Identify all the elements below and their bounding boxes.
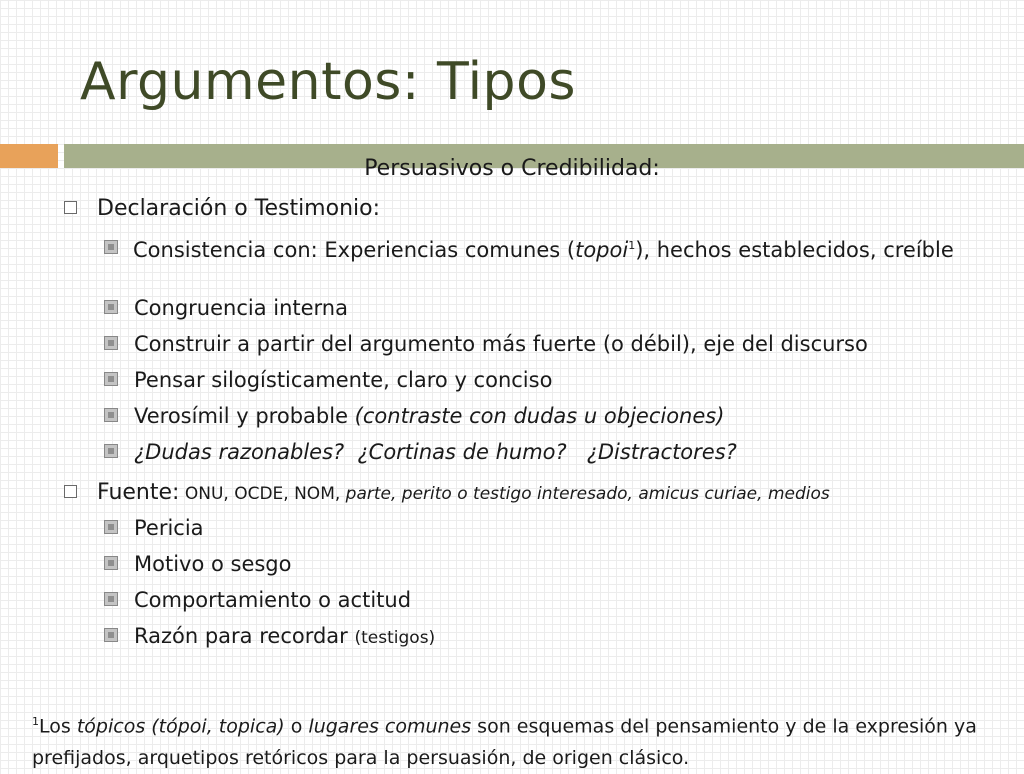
square-bullet-icon	[104, 240, 118, 254]
sub-bullet-construir	[104, 332, 868, 356]
bullet-text-small: (testigos)	[354, 628, 436, 648]
bullet-declaracion	[64, 196, 380, 221]
square-bullet-icon	[104, 372, 118, 386]
square-bullet-icon	[104, 444, 118, 458]
bullet-fuente	[64, 480, 830, 505]
sub-bullet-consistencia	[104, 232, 984, 264]
square-bullet-icon	[104, 556, 118, 570]
slide-title: Argumentos: Tipos	[80, 52, 576, 112]
bullet-heading: Fuente:	[97, 480, 180, 505]
sub-bullet-motivo	[104, 552, 292, 576]
hollow-square-bullet-icon	[64, 485, 77, 498]
bullet-text-italic: (contraste con dudas u objeciones)	[354, 404, 725, 428]
bullet-text: Consistencia con: Experiencias comunes (topoi$^1$), hechos establecidos, creíble	[133, 238, 954, 262]
bullet-text: Verosímil y probable	[134, 404, 355, 428]
bullet-heading-italic: parte, perito o testigo interesado, amicus curiae, medios	[345, 484, 830, 504]
bullet-text: Pericia	[134, 516, 204, 540]
sub-bullet-congruencia	[104, 296, 348, 320]
square-bullet-icon	[104, 520, 118, 534]
bullet-text: Congruencia interna	[134, 296, 348, 320]
bullet-text: Declaración o Testimonio:	[97, 196, 381, 221]
square-bullet-icon	[104, 628, 118, 642]
sub-bullet-verosimil	[104, 404, 724, 428]
slide-subtitle: Persuasivos o Credibilidad:	[364, 156, 660, 181]
bullet-text: Construir a partir del argumento más fuerte (o débil), eje del discurso	[134, 332, 868, 356]
bullet-text-italic: ¿Dudas razonables? ¿Cortinas de humo? ¿Distractores?	[134, 440, 737, 464]
sub-bullet-razon	[104, 624, 435, 648]
square-bullet-icon	[104, 300, 118, 314]
footnote: $^1$Los tópicos (tópoi, topica) o lugares comunes son esquemas del pensamiento y de la expresión ya prefijados, arquetipos retóricos para la persuasión, de origen clásico.	[32, 715, 977, 770]
square-bullet-icon	[104, 408, 118, 422]
sub-bullet-comportamiento	[104, 588, 411, 612]
bullet-text: Razón para recordar	[134, 624, 355, 648]
sub-bullet-dudas	[104, 440, 737, 464]
sub-bullet-pensar	[104, 368, 552, 392]
bullet-text: Comportamiento o actitud	[134, 588, 412, 612]
square-bullet-icon	[104, 592, 118, 606]
bullet-heading-rest: ONU, OCDE, NOM,	[179, 484, 346, 504]
sub-bullet-pericia	[104, 516, 204, 540]
bullet-text: Pensar silogísticamente, claro y conciso	[134, 368, 553, 392]
hollow-square-bullet-icon	[64, 201, 77, 214]
bullet-text: Motivo o sesgo	[134, 552, 292, 576]
square-bullet-icon	[104, 336, 118, 350]
